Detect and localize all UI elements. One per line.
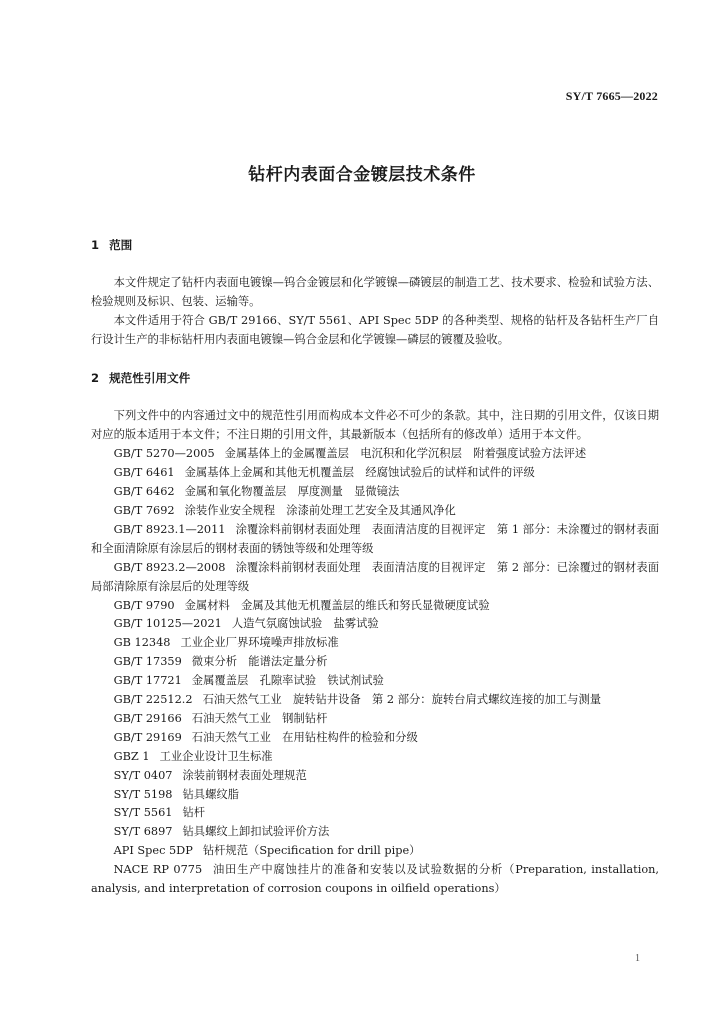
reference-item xyxy=(91,634,659,653)
reference-item xyxy=(91,615,659,634)
scope-body xyxy=(91,274,659,350)
page-number: 1 xyxy=(635,953,640,964)
reference-title: 微束分析 能谱法定量分析 xyxy=(191,655,328,669)
reference-item xyxy=(91,597,659,616)
reference-title: 钻杆 xyxy=(182,806,206,820)
reference-code: GB/T 17359 xyxy=(113,655,182,669)
scope-paragraph: 本文件规定了钻杆内表面电镀镍—钨合金镀层和化学镀镍—磷镀层的制造工艺、技术要求、检验和试验方法、检验规则及标识、包装、运输等。 xyxy=(91,275,659,308)
section-heading-scope xyxy=(91,236,659,255)
reference-title: 金属和氧化物覆盖层 厚度测量 显微镜法 xyxy=(184,485,400,499)
section-title: 规范性引用文件 xyxy=(109,370,191,385)
reference-item xyxy=(91,672,659,691)
reference-item xyxy=(91,786,659,805)
reference-title: 涂装前钢材表面处理规范 xyxy=(182,768,307,782)
reference-title: 金属覆盖层 孔隙率试验 铁试剂试验 xyxy=(191,674,384,688)
reference-code: GB/T 7692 xyxy=(113,503,175,517)
document-body xyxy=(91,236,659,899)
reference-item xyxy=(91,483,659,502)
reference-item xyxy=(91,710,659,729)
reference-code: SY/T 0407 xyxy=(113,768,173,782)
reference-item xyxy=(91,823,659,842)
reference-title: 涂装作业安全规程 涂漆前处理工艺安全及其通风净化 xyxy=(184,503,456,517)
reference-code: GB/T 5270—2005 xyxy=(113,447,215,461)
section-title: 范围 xyxy=(109,238,133,252)
reference-item xyxy=(91,842,659,861)
references-body xyxy=(91,407,659,899)
section-number: 2 xyxy=(91,370,100,385)
reference-code: GB/T 9790 xyxy=(113,598,175,612)
reference-item xyxy=(91,464,659,483)
section-heading-normative-references xyxy=(91,369,659,388)
reference-title: 涂覆涂料前钢材表面处理 表面清洁度的目视评定 第 2 部分：已涂覆过的钢材表面局部清除原有涂层后的处理等级 xyxy=(91,560,659,593)
reference-item xyxy=(91,445,659,464)
scope-paragraph: 本文件适用于符合 GB/T 29166、SY/T 5561、API Spec 5DP 的各种类型、规格的钻杆及各钻杆生产厂自行设计生产的非标钻杆用内表面电镀镍—钨合金层和化学镀镍—磷层的镀覆及验收。 xyxy=(91,313,659,346)
reference-title: 人造气氛腐蚀试验 盐雾试验 xyxy=(231,617,379,631)
reference-item xyxy=(91,559,659,597)
reference-code: SY/T 6897 xyxy=(113,825,173,839)
reference-title: 石油天然气工业 旋转钻井设备 第 2 部分：旋转台肩式螺纹连接的加工与测量 xyxy=(202,693,602,707)
reference-code: GB 12348 xyxy=(113,636,171,650)
reference-item xyxy=(91,804,659,823)
reference-code: SY/T 5198 xyxy=(113,787,173,801)
document-title: 钻杆内表面合金镀层技术条件 xyxy=(248,165,476,185)
references-intro: 下列文件中的内容通过文中的规范性引用而构成本文件必不可少的条款。其中，注日期的引用文件，仅该日期对应的版本适用于本文件；不注日期的引用文件，其最新版本（包括所有的修改单）适用于本文件。 xyxy=(91,409,659,442)
reference-title: 钻具螺纹脂 xyxy=(182,787,239,801)
section-number: 1 xyxy=(91,238,100,252)
reference-code: GB/T 17721 xyxy=(113,674,182,688)
reference-item xyxy=(91,521,659,559)
reference-title: 金属基体上金属和其他无机覆盖层 经腐蚀试验后的试样和试件的评级 xyxy=(184,466,535,480)
reference-item xyxy=(91,861,659,899)
reference-code: GB/T 29169 xyxy=(113,730,182,744)
reference-title: 金属材料 金属及其他无机覆盖层的维氏和努氏显微硬度试验 xyxy=(184,598,490,612)
reference-code: GB/T 10125—2021 xyxy=(113,617,222,631)
reference-title: 石油天然气工业 在用钻柱构件的检验和分级 xyxy=(191,730,418,744)
reference-title: 油田生产中腐蚀挂片的准备和安装以及试验数据的分析（Preparation, installation, analysis, and interpretation of corrosion coupons in oilfield operations） xyxy=(91,863,659,896)
reference-title: 涂覆涂料前钢材表面处理 表面清洁度的目视评定 第 1 部分：未涂覆过的钢材表面和全面清除原有涂层后的钢材表面的锈蚀等级和处理等级 xyxy=(91,522,659,555)
reference-code: GB/T 29166 xyxy=(113,711,182,725)
reference-code: GBZ 1 xyxy=(113,749,150,763)
standard-code: SY/T 7665—2022 xyxy=(565,89,658,103)
reference-item xyxy=(91,502,659,521)
reference-title: 钻杆规范（Specification for drill pipe） xyxy=(202,844,421,858)
reference-item xyxy=(91,729,659,748)
reference-title: 工业企业厂界环境噪声排放标准 xyxy=(180,636,339,650)
reference-item xyxy=(91,748,659,767)
reference-code: GB/T 8923.1—2011 xyxy=(113,522,226,536)
reference-title: 石油天然气工业 钢制钻杆 xyxy=(191,711,328,725)
reference-code: GB/T 6461 xyxy=(113,466,175,480)
reference-item xyxy=(91,691,659,710)
reference-code: GB/T 22512.2 xyxy=(113,693,193,707)
reference-code: API Spec 5DP xyxy=(113,844,193,858)
reference-item xyxy=(91,653,659,672)
reference-list xyxy=(91,445,659,899)
reference-item xyxy=(91,767,659,786)
reference-code: GB/T 6462 xyxy=(113,485,175,499)
reference-code: NACE RP 0775 xyxy=(113,863,203,877)
reference-title: 金属基体上的金属覆盖层 电沉积和化学沉积层 附着强度试验方法评述 xyxy=(224,447,587,461)
reference-code: GB/T 8923.2—2008 xyxy=(113,560,226,574)
reference-title: 工业企业设计卫生标准 xyxy=(159,749,273,763)
reference-title: 钻具螺纹上卸扣试验评价方法 xyxy=(182,825,330,839)
reference-code: SY/T 5561 xyxy=(113,806,173,820)
